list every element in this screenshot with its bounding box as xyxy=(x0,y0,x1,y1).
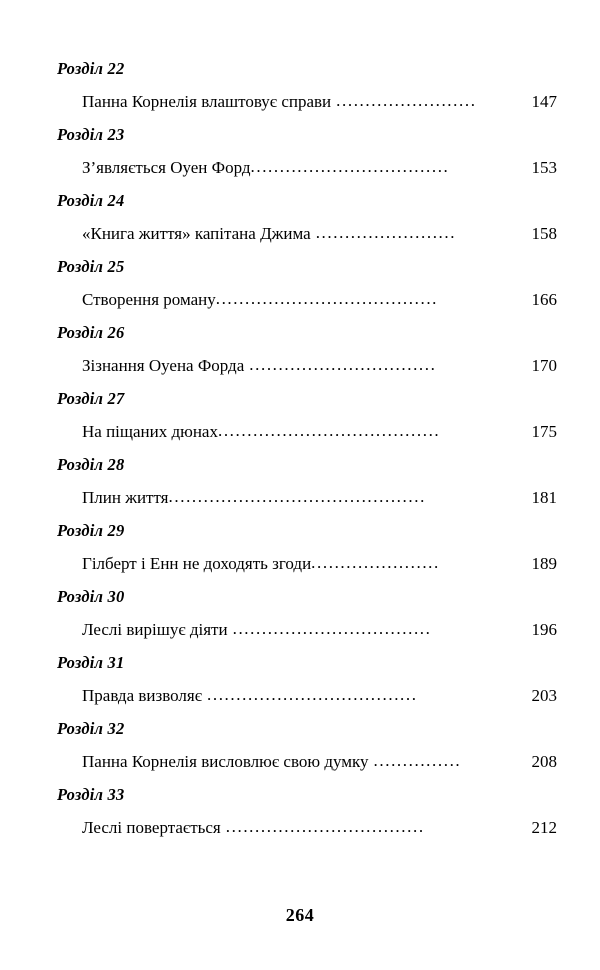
chapter-heading: Розділ 33 xyxy=(57,785,125,804)
toc-entry-page-number: 175 xyxy=(531,422,557,441)
toc-entry-title: Панна Корнелія висловлює свою думку xyxy=(82,752,369,771)
toc-chapter-block xyxy=(57,586,557,652)
toc-entry-title: Леслі повертається xyxy=(82,818,221,837)
toc-chapter-block xyxy=(57,256,557,322)
toc-entry-title: Леслі вирішує діяти xyxy=(82,620,228,639)
toc-entry-page-number: 181 xyxy=(531,488,557,507)
toc-entry[interactable] xyxy=(82,817,557,839)
chapter-heading: Розділ 29 xyxy=(57,521,125,540)
toc-entry[interactable] xyxy=(82,751,557,773)
toc-entry-page-number: 208 xyxy=(531,752,557,771)
toc-chapter-block xyxy=(57,322,557,388)
chapter-heading: Розділ 24 xyxy=(57,191,125,210)
chapter-heading: Розділ 31 xyxy=(57,653,125,672)
dot-leader: .................................. xyxy=(232,619,432,638)
page-number: 264 xyxy=(285,905,315,925)
chapter-heading: Розділ 25 xyxy=(57,257,125,276)
toc-entry-page-number: 166 xyxy=(531,290,557,309)
toc-entry-page-number: 196 xyxy=(531,620,557,639)
toc-entry-page-number: 147 xyxy=(531,92,557,111)
chapter-heading: Розділ 32 xyxy=(57,719,125,738)
toc-entry[interactable] xyxy=(82,355,557,377)
dot-leader: ...................... xyxy=(311,553,440,572)
toc-entry[interactable] xyxy=(82,223,557,245)
chapter-heading: Розділ 26 xyxy=(57,323,125,342)
toc-entry-page-number: 158 xyxy=(531,224,557,243)
chapter-heading: Розділ 28 xyxy=(57,455,125,474)
toc-chapter-block xyxy=(57,718,557,784)
toc-entry-title: Плин життя xyxy=(82,488,169,507)
chapter-heading: Розділ 22 xyxy=(57,59,125,78)
toc-entry-page-number: 153 xyxy=(531,158,557,177)
toc-entry-title: Створення роману xyxy=(82,290,216,309)
toc-entry[interactable] xyxy=(82,685,557,707)
toc-entry-title: «Книга життя» капітана Джима xyxy=(82,224,311,243)
toc-entry-title: На піщаних дюнах xyxy=(82,422,218,441)
toc-entry-title: Зізнання Оуена Форда xyxy=(82,356,245,375)
dot-leader: ............... xyxy=(373,751,462,770)
dot-leader: ............................................ xyxy=(168,487,426,506)
dot-leader: .................................... xyxy=(207,685,418,704)
toc-entry[interactable] xyxy=(82,421,557,443)
toc-entry[interactable] xyxy=(82,619,557,641)
toc-chapter-block xyxy=(57,454,557,520)
dot-leader: .................................. xyxy=(225,817,425,836)
toc-entry-page-number: 212 xyxy=(531,818,557,837)
toc-chapter-block xyxy=(57,784,557,850)
toc-chapter-block xyxy=(57,520,557,586)
toc-chapter-block xyxy=(57,58,557,124)
toc-entry[interactable] xyxy=(82,487,557,509)
toc-entry[interactable] xyxy=(82,157,557,179)
dot-leader: ...................................... xyxy=(215,289,439,308)
toc-entry-page-number: 189 xyxy=(531,554,557,573)
chapter-heading: Розділ 27 xyxy=(57,389,125,408)
toc-entry-page-number: 203 xyxy=(531,686,557,705)
dot-leader: ................................ xyxy=(249,355,437,374)
toc-chapter-block xyxy=(57,190,557,256)
toc-chapter-block xyxy=(57,388,557,454)
toc-entry-title: Панна Корнелія влаштовує справи xyxy=(82,92,332,111)
toc-entry[interactable] xyxy=(82,289,557,311)
toc-chapter-block xyxy=(57,652,557,718)
toc-entry[interactable] xyxy=(82,91,557,113)
dot-leader: ........................ xyxy=(336,91,477,110)
toc-entry-title: Гілберт і Енн не доходять згоди xyxy=(82,554,312,573)
dot-leader: ...................................... xyxy=(217,421,441,440)
toc-entry[interactable] xyxy=(82,553,557,575)
chapter-heading: Розділ 30 xyxy=(57,587,125,606)
chapter-heading: Розділ 23 xyxy=(57,125,125,144)
dot-leader: .................................. xyxy=(250,157,450,176)
toc-entry-title: Правда визволяє xyxy=(82,686,202,705)
toc-chapter-block xyxy=(57,124,557,190)
toc-entry-title: З’являється Оуен Форд xyxy=(82,158,251,177)
dot-leader: ........................ xyxy=(315,223,457,242)
table-of-contents xyxy=(57,58,557,850)
toc-entry-page-number: 170 xyxy=(531,356,557,375)
